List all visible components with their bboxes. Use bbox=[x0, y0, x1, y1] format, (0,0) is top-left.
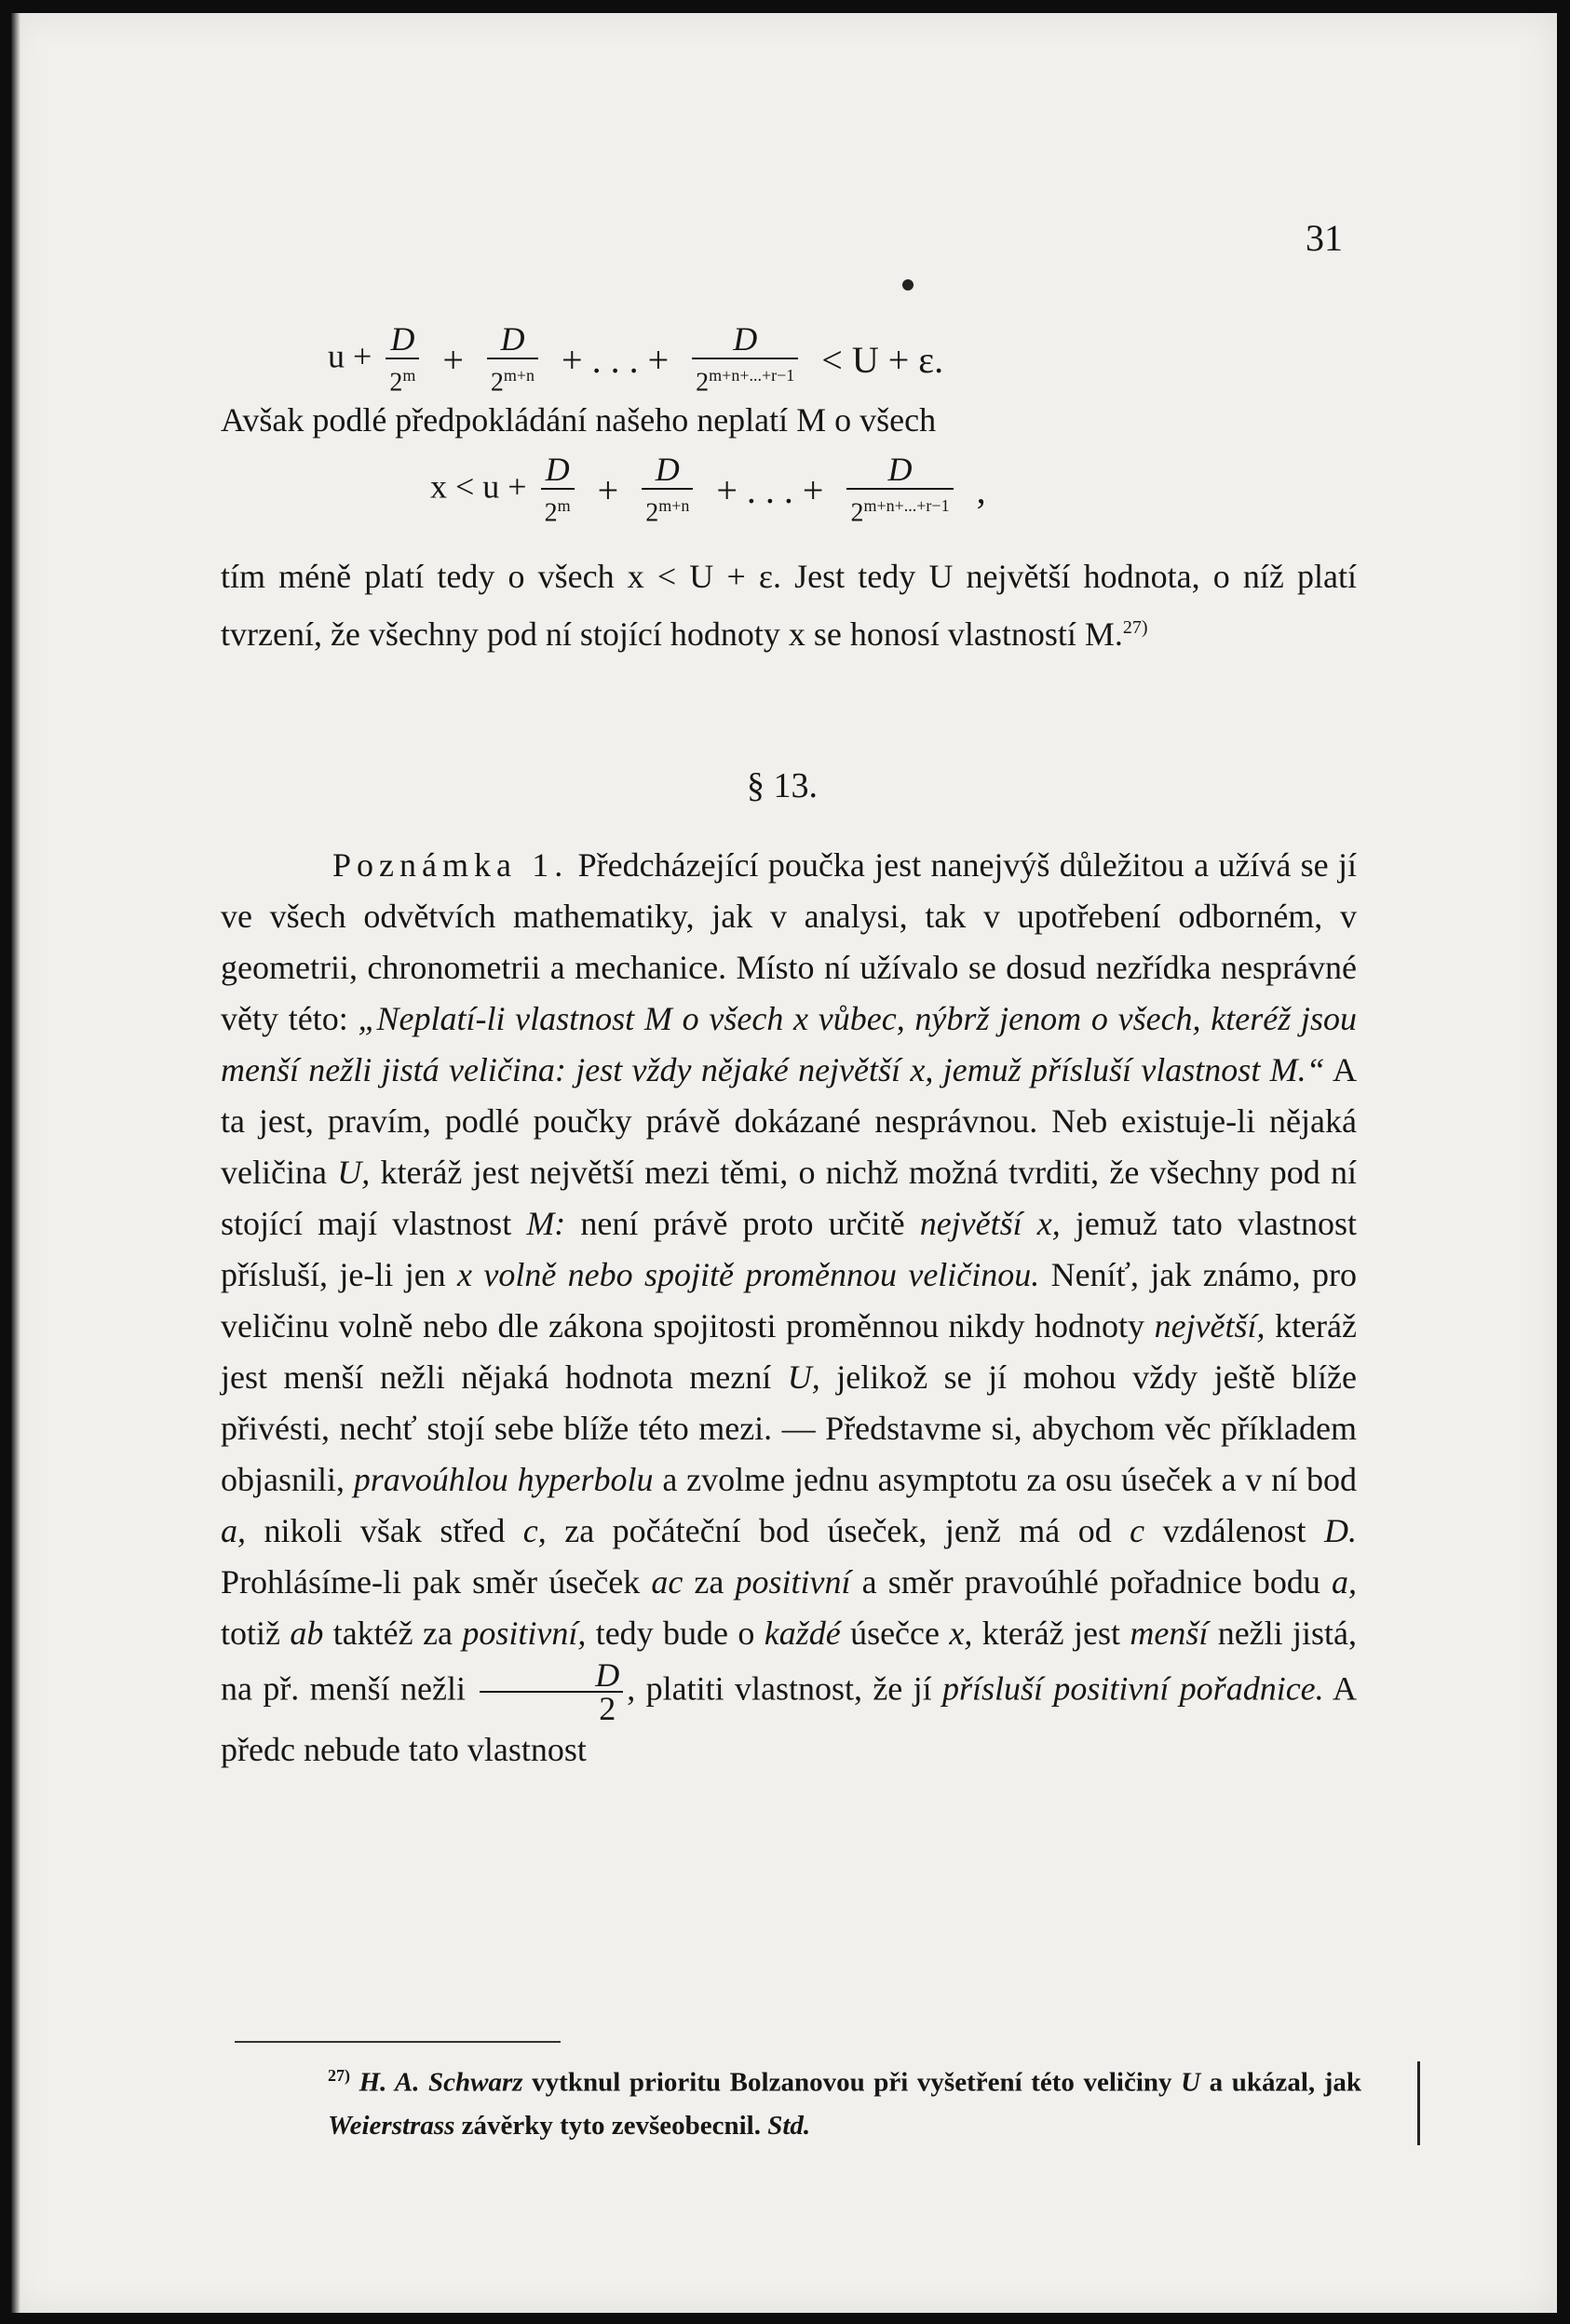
eq1-fraction-3 bbox=[692, 320, 798, 399]
emphasis: menší bbox=[1130, 1615, 1209, 1652]
text-run: jemuž tato vlastnost přísluší, je-li jen bbox=[221, 1205, 1358, 1293]
poznamka-label: Poznámka 1. bbox=[332, 846, 569, 884]
eq2-fraction-1 bbox=[541, 451, 575, 529]
text-run: za bbox=[694, 1563, 724, 1601]
book-page bbox=[11, 13, 1557, 2313]
text-run: kteráž jest největší mezi těmi, o nichž možná tvrditi, že všechny pod ní stojící mají vlastnost bbox=[221, 1154, 1358, 1242]
eq2-fraction-2 bbox=[642, 451, 693, 529]
text-run: Prohlásíme-li pak směr úseček bbox=[221, 1563, 641, 1601]
math-var: a, bbox=[1332, 1563, 1357, 1601]
eq2-base-2: 2 bbox=[645, 498, 659, 528]
eq2-num-1: D bbox=[545, 451, 570, 488]
eq1-dots: + . . . + bbox=[562, 338, 670, 381]
ink-dot bbox=[902, 279, 914, 290]
inline-frac-num: D bbox=[595, 1656, 620, 1694]
eq1-exp-1: m bbox=[402, 366, 416, 385]
text-run: závěrky tyto zevšeobecnil. bbox=[461, 2110, 761, 2141]
eq1-rhs: < U + ε. bbox=[821, 338, 944, 381]
eq2-num-3: D bbox=[887, 451, 913, 488]
text-run: vytknul prioritu Bolzanovou při vyšetření této veličiny bbox=[532, 2067, 1172, 2098]
section-heading: § 13. bbox=[747, 766, 818, 805]
emphasis: positivní bbox=[735, 1563, 851, 1601]
eq2-fraction-3 bbox=[846, 451, 953, 529]
page-number: 31 bbox=[1306, 217, 1343, 259]
emphasis: přísluší positivní pořadnice. bbox=[941, 1669, 1324, 1708]
footnote-mark: 27) bbox=[328, 2066, 350, 2085]
eq1-den-3 bbox=[692, 358, 798, 399]
inline-frac-den: 2 bbox=[480, 1691, 623, 1724]
inline-fraction bbox=[480, 1656, 623, 1727]
eq2-exp-2: m+n bbox=[658, 496, 690, 515]
line-avsak bbox=[221, 395, 1357, 446]
main-paragraph bbox=[221, 840, 1357, 1776]
math-var: U, bbox=[787, 1358, 820, 1396]
text-run: a směr pravoúhlé pořadnice bodu bbox=[861, 1563, 1320, 1601]
eq1-num-2: D bbox=[500, 320, 525, 358]
text-run: kteráž jest menší nežli nějaká hodnota mezní bbox=[221, 1307, 1358, 1396]
text-run: , platiti vlastnost, že jí bbox=[627, 1669, 932, 1708]
eq2-den-2 bbox=[642, 488, 693, 529]
poznamka-paragraph bbox=[221, 840, 1357, 1776]
eq1-num-3: D bbox=[733, 320, 758, 358]
eq1-base-3: 2 bbox=[696, 368, 710, 398]
eq2-num-2: D bbox=[655, 451, 680, 488]
emphasis: největší, bbox=[1154, 1307, 1265, 1344]
tim-mene-body: tím méně platí tedy o všech x < U + ε. Jest tedy U největší hodnota, o níž platí tvrzení, že všechny pod ní stojící hodnoty x se honosí vlastností M. bbox=[221, 558, 1357, 653]
plus-sign: + bbox=[597, 468, 619, 511]
tim-mene-text bbox=[221, 551, 1357, 660]
text-run: jelikož se jí mohou vždy ještě blíže přivésti, nechť stojí sebe blíže této mezi. — Představme si, abychom věc příkladem objasnili, bbox=[221, 1358, 1357, 1498]
eq2-base-1: 2 bbox=[544, 498, 558, 528]
text-run: a zvolme jednu asymptotu za osu úseček a v ní bod bbox=[662, 1461, 1358, 1498]
eq1-lhs: u + bbox=[328, 337, 372, 375]
eq2-exp-3: m+n+...+r−1 bbox=[863, 496, 950, 515]
math-var: x, bbox=[949, 1615, 973, 1652]
eq1-den-2 bbox=[487, 358, 538, 399]
emphasis: největší x, bbox=[919, 1205, 1061, 1242]
math-var: U bbox=[1181, 2067, 1201, 2098]
eq1-den-1 bbox=[386, 358, 419, 399]
avsak-text: Avšak podlé předpokládání našeho neplatí M o všech bbox=[221, 401, 937, 439]
text-run: nikoli však střed bbox=[264, 1512, 506, 1549]
margin-mark bbox=[1417, 2061, 1420, 2145]
equation-2 bbox=[430, 451, 995, 529]
math-var: M: bbox=[526, 1205, 566, 1242]
text-run: Neníť, jak známo, pro veličinu volně nebo dle zákona spojitosti proměnnou nikdy hodnoty bbox=[221, 1256, 1357, 1344]
eq2-lhs: x < u + bbox=[430, 467, 527, 506]
math-var: c bbox=[1130, 1512, 1145, 1549]
text-run: a ukázal, jak bbox=[1209, 2067, 1362, 2098]
eq2-base-3: 2 bbox=[850, 498, 864, 528]
math-var: U, bbox=[337, 1154, 371, 1191]
text-run: nežli jistá, na př. menší nežli bbox=[221, 1615, 1358, 1708]
text-run: vzdálenost bbox=[1162, 1512, 1306, 1549]
eq1-exp-3: m+n+...+r−1 bbox=[709, 366, 795, 385]
text-run: tedy bude o bbox=[595, 1615, 755, 1652]
text-run: A ta jest, pravím, podlé poučky právě dokázané nesprávnou. Neb existuje-li nějaká veličina bbox=[221, 1051, 1357, 1191]
math-var: ab bbox=[290, 1615, 324, 1652]
emphasis: pravoúhlou hyperbolu bbox=[353, 1461, 654, 1498]
eq2-exp-1: m bbox=[557, 496, 571, 515]
eq1-exp-2: m+n bbox=[503, 366, 535, 385]
math-var: ac bbox=[651, 1563, 683, 1601]
math-var: a, bbox=[221, 1512, 246, 1549]
text-run: totiž bbox=[221, 1615, 280, 1652]
text-run: Předcházející poučka jest nanejvýš důležitou a užívá se jí ve všech odvětvích mathematiky, jak v analysi, tak v upotřebení odborném, v geometrii, chronometrii a mechanice. Místo ní užívalo se dosud nezřídka nesprávné věty této: bbox=[221, 846, 1358, 1037]
eq2-dots: + . . . + bbox=[716, 468, 824, 511]
emphasis: positivní, bbox=[462, 1615, 587, 1652]
eq2-den-1 bbox=[541, 488, 575, 529]
text-run: za počáteční bod úseček, jenž má od bbox=[564, 1512, 1112, 1549]
equation-1 bbox=[328, 320, 953, 399]
eq2-den-3 bbox=[846, 488, 953, 529]
eq1-base-2: 2 bbox=[490, 368, 504, 398]
eq1-fraction-1 bbox=[386, 320, 419, 399]
page-edge bbox=[11, 13, 20, 2313]
footnote-signature: Std. bbox=[767, 2110, 811, 2141]
plus-sign: + bbox=[442, 338, 464, 381]
eq1-num-1: D bbox=[390, 320, 415, 358]
text-run: taktéž za bbox=[332, 1615, 453, 1652]
math-var: c, bbox=[522, 1512, 547, 1549]
footnote-name: Weierstrass bbox=[328, 2110, 455, 2141]
emphasis: x volně nebo spojitě proměnnou veličinou. bbox=[457, 1256, 1040, 1293]
math-var: D. bbox=[1324, 1512, 1358, 1549]
eq2-rhs: , bbox=[976, 468, 986, 511]
text-run: úsečce bbox=[850, 1615, 940, 1652]
emphasis: každé bbox=[764, 1615, 841, 1652]
text-run: není právě proto určitě bbox=[580, 1205, 905, 1242]
eq1-base-1: 2 bbox=[389, 368, 403, 398]
paragraph-tim-mene bbox=[221, 551, 1357, 660]
quoted-theorem: „Neplatí-li vlastnost M o všech x vůbec, nýbrž jenom o všech, kteréž jsou menší nežli jistá veličina: jest vždy nějaké největší x, jemuž přísluší vlastnost M.“ bbox=[221, 1000, 1357, 1088]
text-run: A předc nebude tato vlastnost bbox=[221, 1669, 1358, 1768]
footnote-author: H. A. Schwarz bbox=[359, 2067, 523, 2098]
text-run: kteráž jest bbox=[981, 1615, 1120, 1652]
footnote bbox=[328, 2054, 1361, 2147]
footnote-ref: 27) bbox=[1122, 617, 1148, 638]
eq1-fraction-2 bbox=[487, 320, 538, 399]
footnote-divider bbox=[235, 2041, 561, 2043]
